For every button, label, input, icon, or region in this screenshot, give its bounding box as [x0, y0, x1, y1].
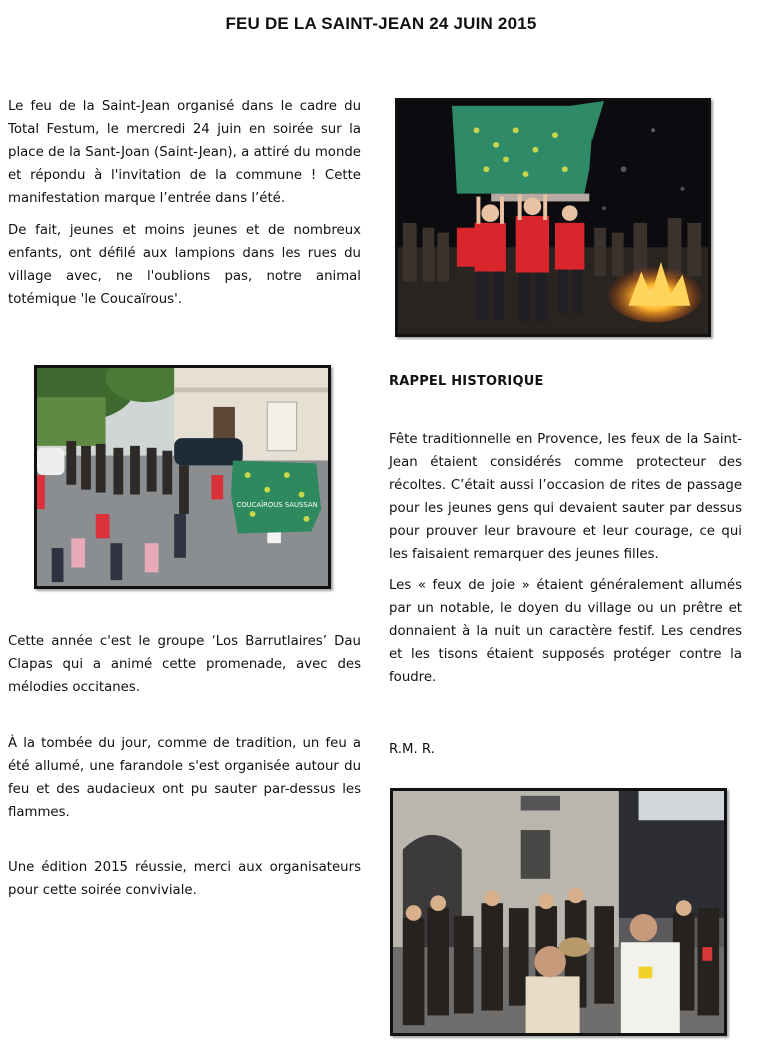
paragraph-bonfires: Les « feux de joie » étaient généralement allumés par un notable, le doyen du village ou un prêtre et donnaient à la nuit un caractère festif. Les cendres et les tisons étaient supposés protéger contre la foudre.: [389, 578, 742, 685]
photo-bonfire-night: [395, 98, 711, 337]
paragraph-history: Fête traditionnelle en Provence, les feux de la Saint-Jean étaient considérés comme protecteur des récoltes. C’était aussi l’occasion de rites de passage pour les jeunes gens qui devaient sauter par dessus pour prouver leur bravoure et leur courage, ce qui les faisaient remarquer des jeunes filles.: [389, 432, 742, 562]
totem-label: COUCAÏROUS SAUSSAN: [236, 501, 318, 510]
page-title: FEU DE LA SAINT-JEAN 24 JUIN 2015: [225, 14, 537, 33]
paragraph-intro: Le feu de la Saint-Jean organisé dans le cadre du Total Festum, le mercredi 24 juin en soirée sur la place de la Sant-Joan (Saint-Jean), a attiré du monde et répondu à l'invitation de la commune ! Cette manifestation marque l’entrée dans l’été.: [8, 99, 361, 206]
signature: R.M. R.: [389, 742, 435, 757]
left-intro: [8, 95, 361, 311]
section-heading: RAPPEL HISTORIQUE: [389, 374, 544, 389]
paragraph-group: Cette année c'est le groupe ‘Los Barrutlaires’ Dau Clapas qui a animé cette promenade, avec des mélodies occitanes.: [8, 634, 361, 695]
photo-square-day: [34, 365, 331, 589]
paragraph-fire: À la tombée du jour, comme de tradition, un feu a été allumé, une farandole s'est organisée autour du feu et des audacieux ont pu sauter par-dessus les flammes.: [8, 736, 361, 820]
photo-procession-street: [390, 788, 727, 1036]
left-fire: [8, 732, 361, 824]
paragraph-closing: Une édition 2015 réussie, merci aux organisateurs pour cette soirée conviviale.: [8, 860, 361, 898]
left-closing: [8, 856, 361, 902]
paragraph-parade: De fait, jeunes et moins jeunes et de nombreux enfants, ont défilé aux lampions dans les rues du village avec, ne l'oublions pas, notre animal totémique 'le Coucaïrous'.: [8, 223, 361, 307]
right-history: [389, 428, 742, 689]
left-group: [8, 630, 361, 699]
